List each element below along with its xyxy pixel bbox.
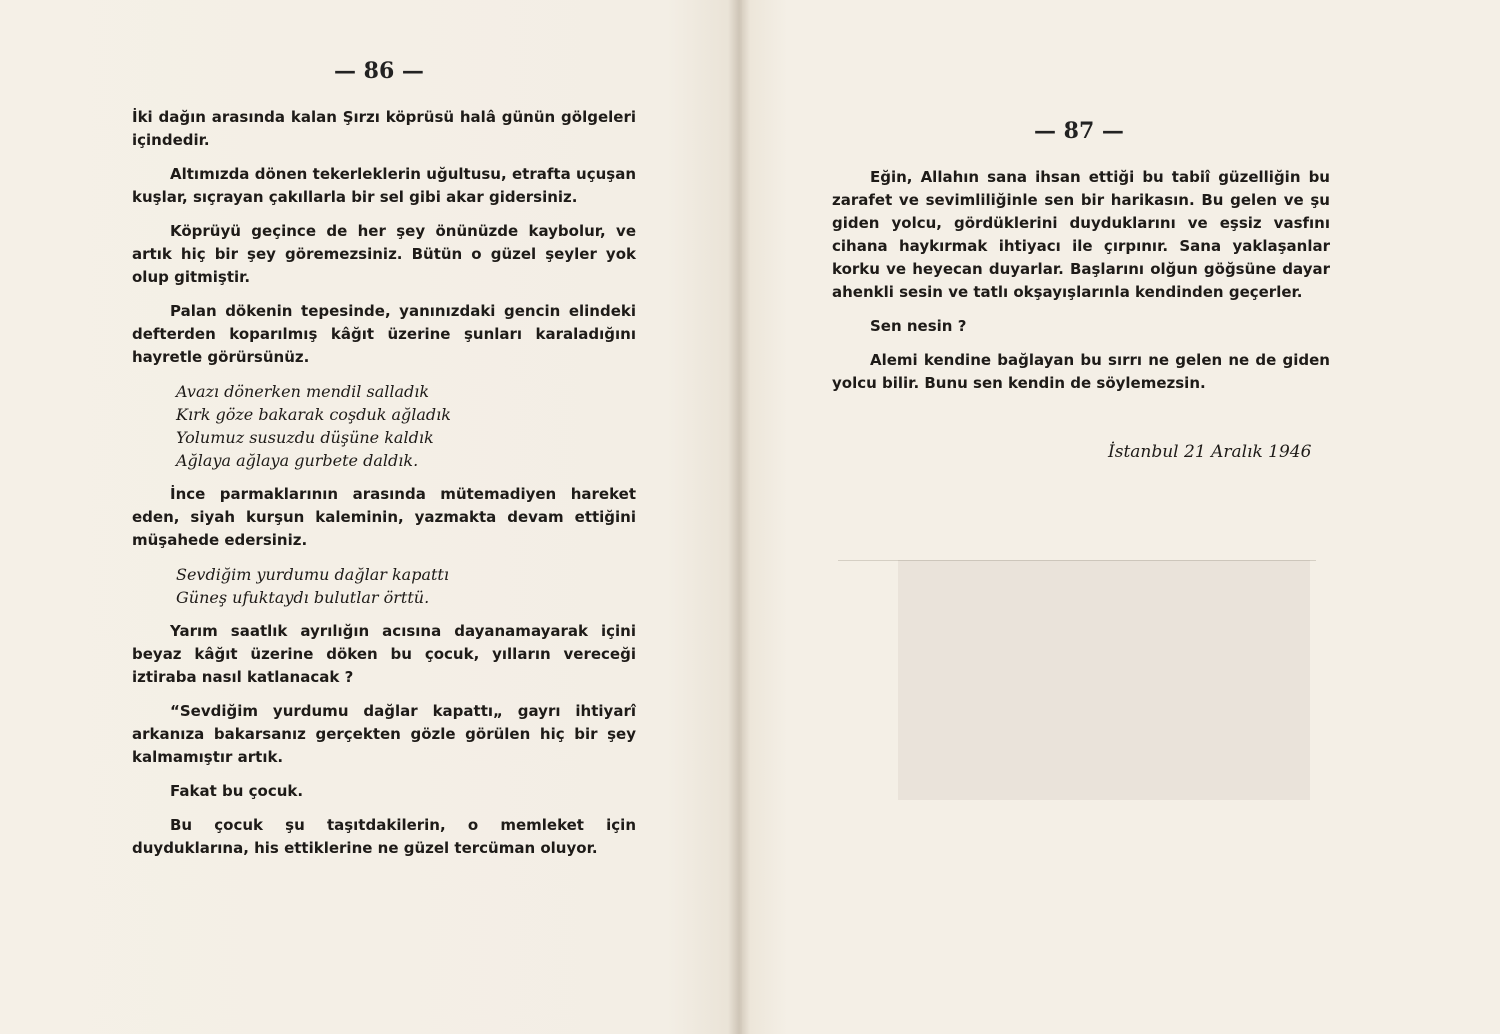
- left-paragraph-8: Fakat bu çocuk.: [170, 782, 304, 800]
- right-page-body: [832, 166, 1330, 395]
- left-paragraph-6: Yarım saatlık ayrılığın acısına dayanamayarak içini beyaz kâğıt üzerine döken bu çocuk, yılların vereceği iztiraba nasıl katlanacak ?: [132, 622, 636, 686]
- left-paragraph-4: Palan dökenin tepesinde, yanınızdaki gencin elindeki defterden koparılmış kâğıt üzerine şunları karaladığını hayretle görürsünüz.: [132, 302, 636, 366]
- bleed-through-area: [898, 560, 1310, 800]
- poem-line: Kırk göze bakarak coşduk ağladık: [176, 405, 451, 424]
- bleed-through-line: [838, 560, 1316, 561]
- right-page: [742, 0, 1500, 1034]
- left-page-body: [132, 106, 636, 860]
- poem-line: Sevdiğim yurdumu dağlar kapattı: [176, 565, 449, 584]
- poem-line: Avazı dönerken mendil salladık: [176, 382, 430, 401]
- place-date-signature: İstanbul 21 Aralık 1946: [1108, 442, 1312, 462]
- poem-line: Güneş ufuktaydı bulutlar örttü.: [176, 588, 430, 607]
- right-page-number: — 87 —: [1034, 118, 1124, 144]
- left-paragraph-1: İki dağın arasında kalan Şırzı köprüsü halâ günün gölgeleri içindedir.: [132, 108, 636, 149]
- left-paragraph-9: Bu çocuk şu taşıtdakilerin, o memleket için duyduklarına, his ettiklerine ne güzel tercüman oluyor.: [132, 816, 636, 857]
- book-spine: [728, 0, 750, 1034]
- poem-line: Yolumuz susuzdu düşüne kaldık: [176, 428, 434, 447]
- right-paragraph-3: Alemi kendine bağlayan bu sırrı ne gelen ne de giden yolcu bilir. Bunu sen kendin de söylemezsin.: [832, 351, 1330, 392]
- right-paragraph-2: Sen nesin ?: [870, 317, 967, 335]
- left-paragraph-2: Altımızda dönen tekerleklerin uğultusu, etrafta uçuşan kuşlar, sıçrayan çakıllarla bir sel gibi akar gidersiniz.: [132, 165, 636, 206]
- poem-line: Ağlaya ağlaya gurbete daldık.: [176, 451, 419, 470]
- poem-stanza-1: [132, 380, 636, 472]
- poem-stanza-2: [132, 563, 636, 609]
- right-paragraph-1: Eğin, Allahın sana ihsan ettiği bu tabiî güzelliğin bu zarafet ve sevimliliğinle sen bir harikasın. Bu gelen ve şu giden yolcu, gördüklerini duyduklarını ve eşsiz vasfını cihana haykırmak ihtiyacı ile çırpınır. Sana yaklaşanlar korku ve heyecan duyarlar. Başlarını olğun göğsüne dayar ahenkli sesin ve tatlı okşayışlarınla kendinden geçerler.: [832, 168, 1330, 301]
- left-paragraph-5: İnce parmaklarının arasında mütemadiyen hareket eden, siyah kurşun kaleminin, yazmakta devam ettiğini müşahede edersiniz.: [132, 485, 636, 549]
- left-paragraph-3: Köprüyü geçince de her şey önünüzde kaybolur, ve artık hiç bir şey göremezsiniz. Bütün o güzel şeyler yok olup gitmiştir.: [132, 222, 636, 286]
- left-paragraph-7: “Sevdiğim yurdumu dağlar kapattı„ gayrı ihtiyarî arkanıza bakarsanız gerçekten gözle görülen hiç bir şey kalmamıştır artık.: [132, 702, 636, 766]
- left-page-number: — 86 —: [334, 58, 424, 84]
